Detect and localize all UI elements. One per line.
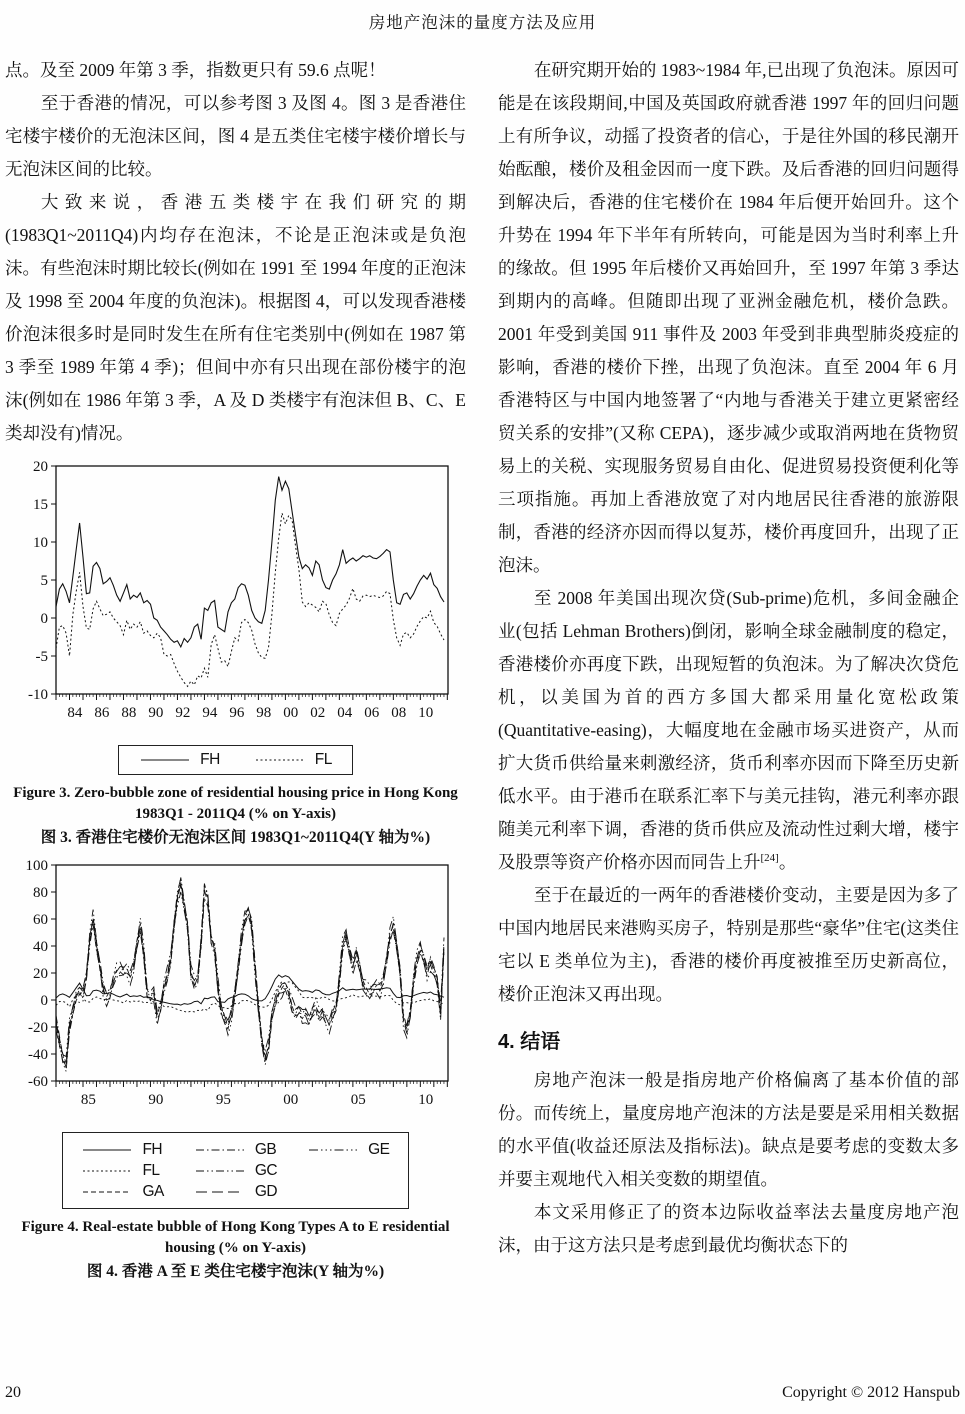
svg-text:0: 0 [40, 993, 48, 1009]
svg-text:90: 90 [147, 1092, 163, 1108]
figure4-caption-en: Figure 4. Real-estate bubble of Hong Kong Types A to E residential housing (% on Y-axis) [21, 1219, 450, 1256]
svg-text:0: 0 [40, 611, 48, 627]
paragraph-conclusion-1: 房地产泡沫一般是指房地产价格偏离了基本价值的部份。而传统上，量度房地产泡沫的方法是要是采用相关数据的水平值(收益还原法及指标法)。缺点是要考虑的变数太多并要主观地代入相关变数的期望值。 [498, 1070, 959, 1189]
figure4-plot [10, 855, 462, 1123]
svg-text:92: 92 [174, 705, 190, 721]
two-column-body [0, 54, 965, 1287]
legend-item-GB: GB [254, 1140, 277, 1158]
svg-text:80: 80 [32, 885, 48, 901]
paragraph-history-1983: 在研究期开始的 1983~1984 年,已出现了负泡沫。原因可能是在该段期间,中国及英国政府就香港 1997 年的回归问题上有所争议，动摇了投资者的信心，于是往外国的移民潮开始酝酿，楼价及租金因而一度下跌。及后香港的回归问题得到解决后，香港的住宅楼价在 1984 年后便开始回升。这个升势在 1994 年下半年有所转向，可能是因为当时利率上升的缘故。但 1995 年后楼价又再始回升，至 1997 年第 3 季达到期内的高峰。但随即出现了亚洲金融危机，楼价急跌。2001 年受到美国 911 事件及 2003 年受到非典型肺炎疫症的影响，香港的楼价下挫，出现了负泡沫。直至 2004 年 6 月香港特区与中国内地签署了“内地与香港关于建立更紧密经贸关系的安排”(又称 CEPA)，逐步减少或取消两地在货物贸易上的关税、实现服务贸易自由化、促进贸易投资便利化等三项指施。再加上香港放宽了对内地居民往香港的旅游限制，香港的经济亦因而得以复苏，楼价再度回升，出现了正泡沫。 [498, 60, 959, 575]
svg-text:40: 40 [32, 939, 48, 955]
figure3-caption [5, 783, 466, 849]
legend-item-GD: GD [254, 1182, 278, 1200]
paragraph-bubble-periods: 大致来说，香港五类楼宇在我们研究的期(1983Q1~2011Q4)内均存在泡沫，不论是正泡沫或是负泡沫。有些泡沫时期比较长(例如在 1991 至 1994 年度的正泡沫及 1998 至 2004 年度的负泡沫)。根据图 4，可以发现香港楼价泡沫很多时是同时发生在所有住宅类别中(例如在 1987 第 3 季至 1989 年第 4 季)；但间中亦有只出现在部份楼宇的泡沫(例如在 1986 年第 3 季，A 及 D 类楼宇有泡沫但 B、C、E 类却没有)情况。 [5, 192, 466, 443]
paragraph-figures-intro: 至于香港的情况，可以参考图 3 及图 4。图 3 是香港住宅楼宇楼价的无泡沫区间，图 4 是五类住宅楼宇楼价增长与无泡沫区间的比较。 [5, 93, 466, 179]
figure-3 [5, 456, 466, 849]
svg-text:10: 10 [417, 1092, 433, 1108]
page-title: 房地产泡沫的量度方法及应用 [368, 13, 597, 32]
right-column [498, 54, 959, 1287]
svg-text:98: 98 [255, 705, 271, 721]
legend-item-FL: FL [314, 751, 332, 768]
svg-text:08: 08 [390, 705, 406, 721]
svg-text:06: 06 [363, 705, 379, 721]
legend-item-FH: FH [200, 751, 220, 768]
left-column [5, 54, 466, 1287]
paragraph-recent-prices: 至于在最近的一两年的香港楼价变动，主要是因为多了中国内地居民来港购买房子，特别是那些“豪华”住宅(这类住宅以 E 类单位为主)，香港的楼价再度被推至历史新高位，楼价正泡沫又再出现。 [498, 885, 959, 1004]
svg-text:84: 84 [66, 705, 82, 721]
legend-item-FL: FL [142, 1161, 160, 1179]
svg-text:90: 90 [147, 705, 163, 721]
citation-24: [24] [760, 852, 779, 865]
svg-text:20: 20 [32, 459, 48, 475]
svg-text:5: 5 [40, 573, 48, 589]
legend-item-GA: GA [142, 1182, 164, 1200]
figure3-chart [5, 456, 466, 777]
svg-text:60: 60 [32, 912, 48, 928]
figure4-chart [5, 855, 466, 1211]
paragraph-subprime [498, 582, 959, 879]
page-number: 20 [5, 1384, 21, 1401]
svg-text:100: 100 [25, 858, 48, 874]
figure-4 [5, 855, 466, 1283]
svg-text:20: 20 [32, 966, 48, 982]
figure3-plot [10, 456, 462, 736]
svg-text:00: 00 [282, 705, 298, 721]
svg-text:-5: -5 [35, 649, 48, 665]
svg-text:96: 96 [228, 705, 244, 721]
svg-text:10: 10 [417, 705, 433, 721]
svg-text:88: 88 [120, 705, 136, 721]
legend-item-FH: FH [142, 1140, 163, 1158]
svg-text:94: 94 [201, 705, 217, 721]
paragraph-continuation: 点。及至 2009 年第 3 季，指数更只有 59.6 点呢！ [5, 60, 386, 80]
figure3-caption-en: Figure 3. Zero-bubble zone of residential housing price in Hong Kong 1983Q1 - 2011Q4 (% on Y-axis) [13, 785, 458, 822]
figure3-caption-zh: 图 3. 香港住宅楼价无泡沫区间 1983Q1~2011Q4(Y 轴为%) [40, 829, 431, 846]
svg-text:-40: -40 [27, 1047, 48, 1063]
svg-text:85: 85 [80, 1092, 96, 1108]
svg-text:05: 05 [350, 1092, 366, 1108]
section-heading-conclusion: 4. 结语 [498, 1031, 561, 1053]
figure3-legend [118, 745, 353, 775]
paragraph-subprime-tail: 。 [778, 852, 797, 872]
svg-text:-20: -20 [27, 1020, 48, 1036]
legend-item-GE: GE [368, 1140, 390, 1158]
svg-text:-60: -60 [27, 1074, 48, 1090]
legend-item-GC: GC [254, 1161, 278, 1179]
figure4-caption-zh: 图 4. 香港 A 至 E 类住宅楼宇泡沫(Y 轴为%) [86, 1263, 385, 1280]
svg-text:95: 95 [215, 1092, 231, 1108]
svg-text:10: 10 [32, 535, 48, 551]
svg-text:00: 00 [282, 1092, 298, 1108]
svg-text:-10: -10 [27, 687, 48, 703]
svg-text:15: 15 [32, 497, 48, 513]
paragraph-conclusion-2: 本文采用修正了的资本边际收益率法去量度房地产泡沫，由于这方法只是考虑到最优均衡状态下的 [498, 1202, 959, 1255]
svg-text:04: 04 [336, 705, 352, 721]
svg-text:86: 86 [93, 705, 109, 721]
figure4-caption [5, 1217, 466, 1283]
copyright-notice: Copyright © 2012 Hanspub [782, 1384, 960, 1401]
svg-text:02: 02 [309, 705, 325, 721]
paragraph-subprime-text: 至 2008 年美国出现次贷(Sub-prime)危机，多间金融企业(包括 Lehman Brothers)倒闭，影响全球金融制度的稳定，香港楼价亦再度下跌，出现短暂的负泡沫。为了解决次贷危机，以美国为首的西方多国大都采用量化宽松政策(Quantitative-easing)，大幅度地在金融市场买进资产，从而扩大货币供给量来刺激经济，货币利率亦因而下降至历史新低水平。由于港币在联系汇率下与美元挂钩，港元利率亦跟随美元利率下调，香港的货币供应及流动性过剩大增，楼宇及股票等资产价格亦因而同告上升 [498, 588, 959, 872]
figure4-legend [62, 1132, 408, 1209]
page-footer [5, 1384, 960, 1402]
